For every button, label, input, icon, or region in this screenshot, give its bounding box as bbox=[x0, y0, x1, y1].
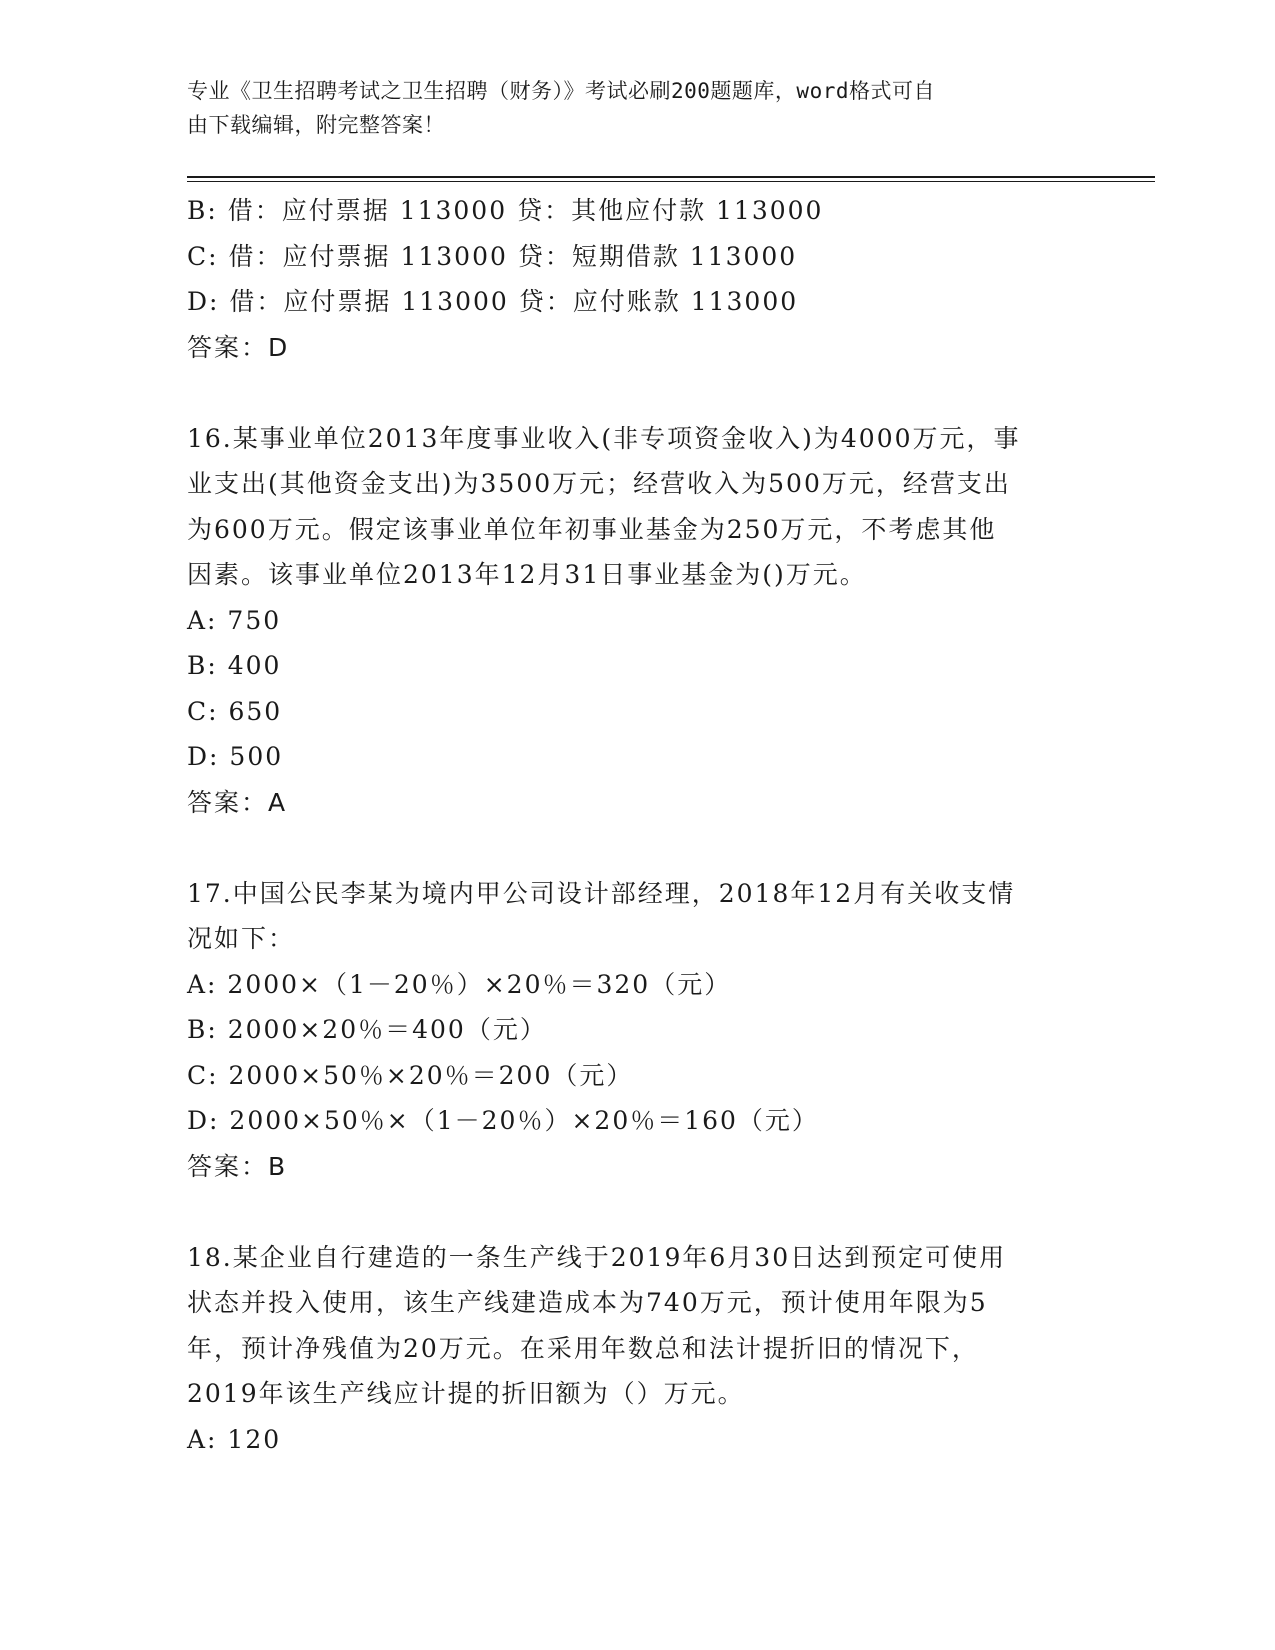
spacer bbox=[187, 825, 1087, 871]
q18-stem-line-1: 18.某企业自行建造的一条生产线于2019年6月30日达到预定可使用 bbox=[187, 1242, 1007, 1272]
spacer bbox=[187, 1189, 1087, 1235]
q16-stem-line-1: 16.某事业单位2013年度事业收入(非专项资金收入)为4000万元，事 bbox=[187, 423, 1021, 453]
q16-option-a: A: 750 bbox=[187, 605, 282, 635]
question-15-block bbox=[187, 188, 1087, 370]
q16-option-c: C: 650 bbox=[187, 696, 283, 726]
q17-answer: 答案：B bbox=[187, 1151, 288, 1181]
q17-option-a: A: 2000×（1－20％）×20％＝320（元） bbox=[187, 969, 732, 999]
q17-option-c: C: 2000×50％×20％＝200（元） bbox=[187, 1060, 634, 1090]
q18-stem-line-4: 2019年该生产线应计提的折旧额为（）万元。 bbox=[187, 1379, 745, 1408]
q18-stem-line-2: 状态并投入使用，该生产线建造成本为740万元，预计使用年限为5 bbox=[187, 1288, 988, 1317]
q16-stem-line-4: 因素。该事业单位2013年12月31日事业基金为()万元。 bbox=[187, 560, 867, 589]
q15-answer: 答案：D bbox=[187, 332, 290, 362]
question-content bbox=[187, 188, 1087, 1462]
question-16-block bbox=[187, 416, 1087, 826]
spacer bbox=[187, 370, 1087, 416]
q17-option-d: D: 2000×50％×（1－20％）×20％＝160（元） bbox=[187, 1106, 819, 1135]
q17-stem-line-1: 17.中国公民李某为境内甲公司设计部经理，2018年12月有关收支情 bbox=[187, 878, 1016, 908]
q16-stem-line-3: 为600万元。假定该事业单位年初事业基金为250万元，不考虑其他 bbox=[187, 514, 997, 544]
q15-option-d: D: 借：应付票据 113000 贷：应付账款 113000 bbox=[187, 287, 799, 316]
q16-answer: 答案：A bbox=[187, 787, 288, 817]
question-17-block bbox=[187, 871, 1087, 1190]
q17-option-b: B: 2000×20％＝400（元） bbox=[187, 1015, 547, 1044]
header-line-2: 由下载编辑，附完整答案！ bbox=[187, 113, 445, 137]
q18-option-a: A: 120 bbox=[187, 1424, 282, 1454]
header-rule-thick bbox=[187, 176, 1155, 178]
q16-option-b: B: 400 bbox=[187, 651, 282, 680]
document-header bbox=[187, 74, 1087, 142]
question-18-block bbox=[187, 1235, 1087, 1463]
q16-stem-line-2: 业支出(其他资金支出)为3500万元；经营收入为500万元，经营支出 bbox=[187, 469, 1011, 498]
header-line-1: 专业《卫生招聘考试之卫生招聘（财务）》考试必刷200题题库，word格式可自 bbox=[187, 79, 935, 103]
header-rule-thin bbox=[187, 181, 1155, 182]
q18-stem-line-3: 年，预计净残值为20万元。在采用年数总和法计提折旧的情况下， bbox=[187, 1333, 979, 1363]
q15-option-b: B: 借：应付票据 113000 贷：其他应付款 113000 bbox=[187, 196, 824, 225]
q17-stem-line-2: 况如下： bbox=[187, 924, 296, 953]
q16-option-d: D: 500 bbox=[187, 742, 284, 771]
q15-option-c: C: 借：应付票据 113000 贷：短期借款 113000 bbox=[187, 241, 798, 271]
